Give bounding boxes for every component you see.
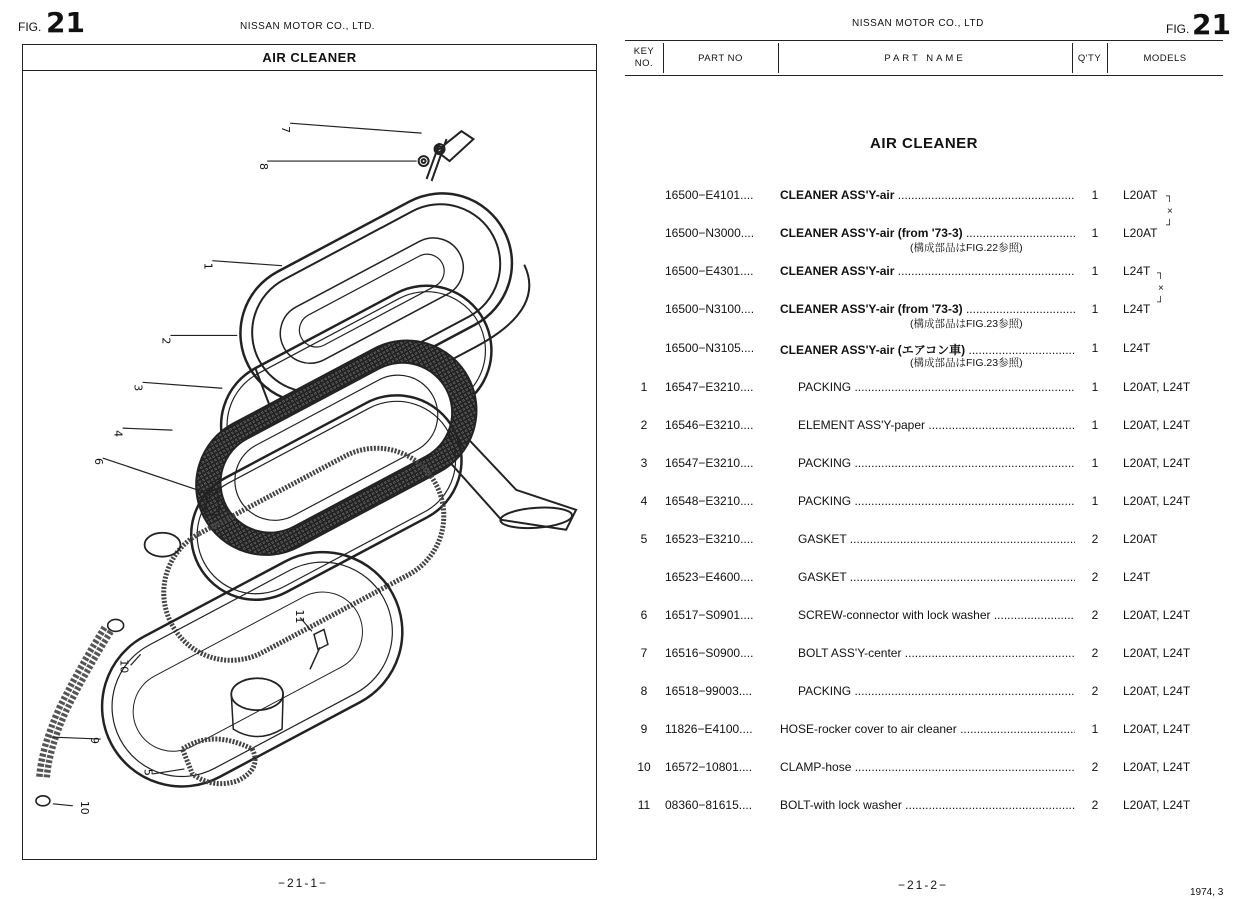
alternate-mark: ×	[1167, 206, 1173, 217]
models: L20AT, L24T	[1123, 380, 1191, 394]
header-part-no: PART NO	[698, 52, 743, 64]
models: L24T	[1123, 302, 1151, 316]
fig-prefix-left: FIG.	[18, 20, 42, 34]
table-row	[625, 418, 1223, 456]
part-name-text: BOLT ASS'Y-center	[798, 646, 902, 660]
part-no: 16500−N3100....	[665, 302, 755, 316]
part-name	[780, 188, 1075, 202]
part-name-text: BOLT-with lock washer	[780, 798, 902, 812]
table-row	[625, 570, 1223, 608]
table-row	[625, 646, 1223, 684]
quantity: 1	[1091, 456, 1099, 470]
models: L24T	[1123, 570, 1151, 584]
table-row	[625, 264, 1223, 302]
quantity: 1	[1091, 494, 1099, 508]
part-name	[798, 418, 1075, 432]
part-name	[798, 380, 1075, 394]
table-row	[625, 380, 1223, 418]
part-no: 16572−10801....	[665, 760, 753, 774]
quantity: 2	[1091, 608, 1099, 622]
part-no: 16500−N3105....	[665, 341, 755, 355]
part-name-text: ELEMENT ASS'Y-paper	[798, 418, 926, 432]
key-no: 7	[640, 646, 648, 660]
models: L20AT	[1123, 226, 1158, 240]
part-name-text: HOSE-rocker cover to air cleaner	[780, 722, 957, 736]
models: L20AT, L24T	[1123, 684, 1191, 698]
models: L20AT, L24T	[1123, 722, 1191, 736]
part-no: 11826−E4100....	[665, 722, 753, 736]
key-no: 3	[640, 456, 648, 470]
part-name-text: GASKET	[798, 570, 847, 584]
key-no: 2	[640, 418, 648, 432]
part-name	[798, 456, 1075, 470]
callout-6: 6	[91, 458, 105, 465]
callout-11: 11	[293, 609, 307, 624]
key-no: 10	[637, 760, 651, 774]
part-name	[798, 608, 1075, 622]
table-row	[625, 798, 1223, 836]
models: L20AT, L24T	[1123, 418, 1191, 432]
header-qty: Q'TY	[1077, 52, 1102, 64]
quantity: 1	[1091, 264, 1099, 278]
quantity: 1	[1091, 722, 1099, 736]
callout-7: 7	[279, 126, 293, 134]
alternate-mark: ×	[1158, 283, 1164, 294]
models: L20AT	[1123, 188, 1158, 202]
quantity: 1	[1091, 188, 1099, 202]
table-row	[625, 456, 1223, 494]
table-row	[625, 188, 1223, 226]
header-models: MODELS	[1143, 52, 1187, 64]
part-name-text: CLEANER ASS'Y-air (from '73-3)	[780, 226, 963, 240]
quantity: 1	[1091, 341, 1099, 355]
part-name	[798, 646, 1075, 660]
models: L20AT, L24T	[1123, 608, 1191, 622]
quantity: 1	[1091, 418, 1099, 432]
models: L20AT, L24T	[1123, 798, 1191, 812]
part-note: (構成部品はFIG.23参照)	[910, 357, 1023, 369]
callout-2: 2	[159, 337, 173, 345]
models: L20AT, L24T	[1123, 760, 1191, 774]
callout-4: 4	[111, 430, 125, 438]
page-number-right: −21-2−	[898, 878, 949, 892]
part-note: (構成部品はFIG.23参照)	[910, 318, 1023, 330]
part-no: 16500−E4301....	[665, 264, 754, 278]
part-name-text: CLEANER ASS'Y-air	[780, 264, 895, 278]
part-name-text: SCREW-connector with lock washer	[798, 608, 991, 622]
quantity: 1	[1091, 380, 1099, 394]
models: L20AT, L24T	[1123, 494, 1191, 508]
models: L20AT, L24T	[1123, 456, 1191, 470]
part-no: 16547−E3210....	[665, 380, 754, 394]
callout-8: 8	[257, 163, 271, 171]
quantity: 2	[1091, 532, 1099, 546]
part-no: 16546−E3210....	[665, 418, 754, 432]
table-row	[625, 226, 1223, 264]
table-row	[625, 684, 1223, 722]
part-name-text: PACKING	[798, 380, 852, 394]
print-date: 1974, 3	[1190, 887, 1224, 898]
models: L24T	[1123, 264, 1151, 278]
part-name	[780, 226, 1075, 240]
part-no: 16523−E4600....	[665, 570, 754, 584]
key-no: 4	[640, 494, 648, 508]
callout-1: 1	[201, 262, 215, 270]
part-name-text: GASKET	[798, 532, 847, 546]
part-name	[780, 264, 1075, 278]
table-row	[625, 760, 1223, 798]
part-name-text: PACKING	[798, 494, 852, 508]
part-name-text: CLEANER ASS'Y-air (エアコン車)	[780, 343, 966, 357]
wing-bolt	[427, 131, 474, 181]
quantity: 1	[1091, 302, 1099, 316]
callout-9: 9	[87, 737, 101, 745]
table-row	[625, 494, 1223, 532]
table-header	[625, 40, 1223, 76]
part-name	[798, 684, 1075, 698]
bracket-mark: ┘	[1157, 297, 1165, 308]
header-part-name: PART NAME	[884, 52, 966, 64]
table-row	[625, 341, 1223, 379]
key-no: 9	[640, 722, 648, 736]
models: L20AT	[1123, 532, 1158, 546]
part-name	[780, 722, 1075, 736]
callout-3: 3	[131, 384, 145, 392]
quantity: 2	[1091, 760, 1099, 774]
figure-title: AIR CLEANER	[22, 44, 597, 70]
page-number-left: −21-1−	[278, 876, 329, 890]
part-name	[780, 798, 1075, 812]
header-key-no: KEY NO.	[633, 46, 655, 69]
fig-prefix-right: FIG.	[1166, 22, 1190, 36]
key-no: 6	[640, 608, 648, 622]
section-title: AIR CLEANER	[869, 135, 978, 152]
table-row	[625, 722, 1223, 760]
part-no: 16500−N3000....	[665, 226, 755, 240]
key-no: 5	[640, 532, 648, 546]
fig-number-left: 21	[46, 6, 85, 39]
part-name	[780, 760, 1075, 774]
quantity: 2	[1091, 646, 1099, 660]
fig-number-right: 21	[1192, 8, 1231, 41]
part-name-text: CLAMP-hose	[780, 760, 852, 774]
company-name-left: NISSAN MOTOR CO., LTD.	[240, 21, 376, 32]
part-no: 16500−E4101....	[665, 188, 754, 202]
table-row	[625, 608, 1223, 646]
models: L24T	[1123, 341, 1151, 355]
key-no: 8	[640, 684, 648, 698]
callout-10a: 10	[117, 659, 131, 674]
quantity: 2	[1091, 798, 1099, 812]
part-name	[798, 494, 1075, 508]
key-no: 11	[637, 798, 651, 812]
part-no: 16518−99003....	[665, 684, 753, 698]
part-name-text: CLEANER ASS'Y-air (from '73-3)	[780, 302, 963, 316]
callout-10b: 10	[77, 800, 91, 815]
part-name-text: PACKING	[798, 684, 852, 698]
part-no: 16517−S0901....	[665, 608, 754, 622]
part-no: 16547−E3210....	[665, 456, 754, 470]
bracket-mark: ┐	[1166, 191, 1174, 202]
bracket-mark: ┐	[1157, 268, 1165, 279]
key-no: 1	[640, 380, 648, 394]
table-row	[625, 532, 1223, 570]
part-name-text: CLEANER ASS'Y-air	[780, 188, 895, 202]
table-row	[625, 302, 1223, 340]
exploded-diagram	[22, 70, 597, 860]
part-no: 16516−S0900....	[665, 646, 754, 660]
models: L20AT, L24T	[1123, 646, 1191, 660]
quantity: 2	[1091, 684, 1099, 698]
quantity: 1	[1091, 226, 1099, 240]
part-no: 08360−81615....	[665, 798, 753, 812]
part-no: 16523−E3210....	[665, 532, 754, 546]
part-name	[780, 302, 1075, 316]
part-name	[798, 532, 1075, 546]
part-note: (構成部品はFIG.22参照)	[910, 242, 1023, 254]
callout-5: 5	[141, 768, 155, 776]
quantity: 2	[1091, 570, 1099, 584]
part-name-text: PACKING	[798, 456, 852, 470]
company-name-right: NISSAN MOTOR CO., LTD	[852, 18, 984, 29]
bracket-mark: ┘	[1166, 220, 1174, 231]
part-name	[798, 570, 1075, 584]
part-no: 16548−E3210....	[665, 494, 754, 508]
